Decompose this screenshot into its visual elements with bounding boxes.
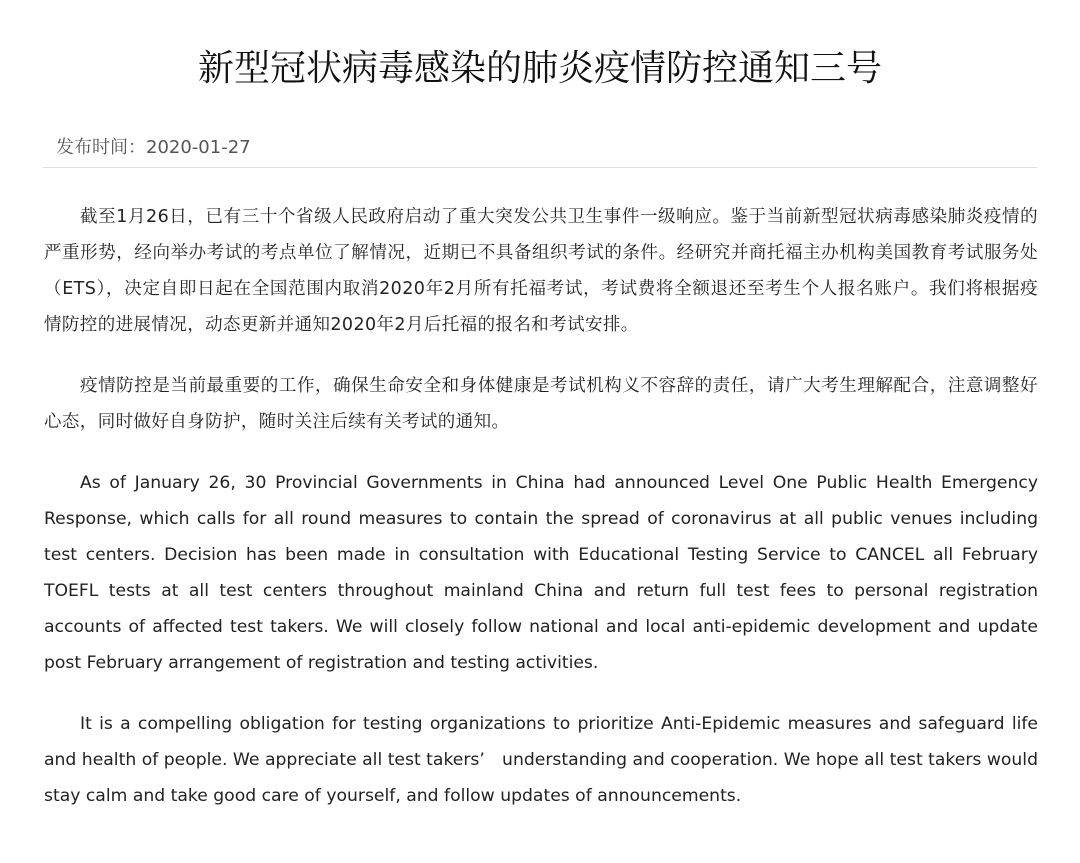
paragraph-spacer [44,440,1038,465]
paragraph-spacer [44,343,1038,368]
article-body [44,199,1038,814]
paragraph-chinese-2: 疫情防控是当前最重要的工作，确保生命安全和身体健康是考试机构义不容辞的责任，请广大考生理解配合，注意调整好心态，同时做好自身防护，随时关注后续有关考试的通知。 [44,376,1038,432]
paragraph-chinese-1: 截至1月26日，已有三十个省级人民政府启动了重大突发公共卫生事件一级响应。鉴于当前新型冠状病毒感染肺炎疫情的严重形势，经向举办考试的考点单位了解情况，近期已不具备组织考试的条件。经研究并商托福主办机构美国教育考试服务处（ETS），决定自即日起在全国范围内取消2020年2月所有托福考试，考试费将全额退还至考生个人报名账户。我们将根据疫情防控的进展情况，动态更新并通知2020年2月后托福的报名和考试安排。 [44,207,1038,335]
publish-date: 2020-01-27 [146,137,251,158]
header-divider [43,167,1037,168]
paragraph-english-1: As of January 26, 30 Provincial Governments in China had announced Level One Public Health Emergency Response, which calls for all round measures to contain the spread of coronavirus at all public venues including test centers. Decision has been made in consultation with Educational Testing Service to CANCEL all February TOEFL tests at all test centers throughout mainland China and return full test fees to personal registration accounts of affected test takers. We will closely follow national and local anti-epidemic development and update post February arrangement of registration and testing activities. [44,473,1038,673]
publish-info [56,134,251,162]
paragraph-spacer [44,681,1038,706]
page-title: 新型冠状病毒感染的肺炎疫情防控通知三号 [197,48,882,89]
paragraph-english-2: It is a compelling obligation for testing organizations to prioritize Anti-Epidemic measures and safeguard life and health of people. We appreciate all test takers’ understanding and cooperation. We hope all test takers would stay calm and take good care of yourself, and follow updates of announcements. [44,714,1038,806]
publish-time-label: 发布时间： [56,137,146,158]
